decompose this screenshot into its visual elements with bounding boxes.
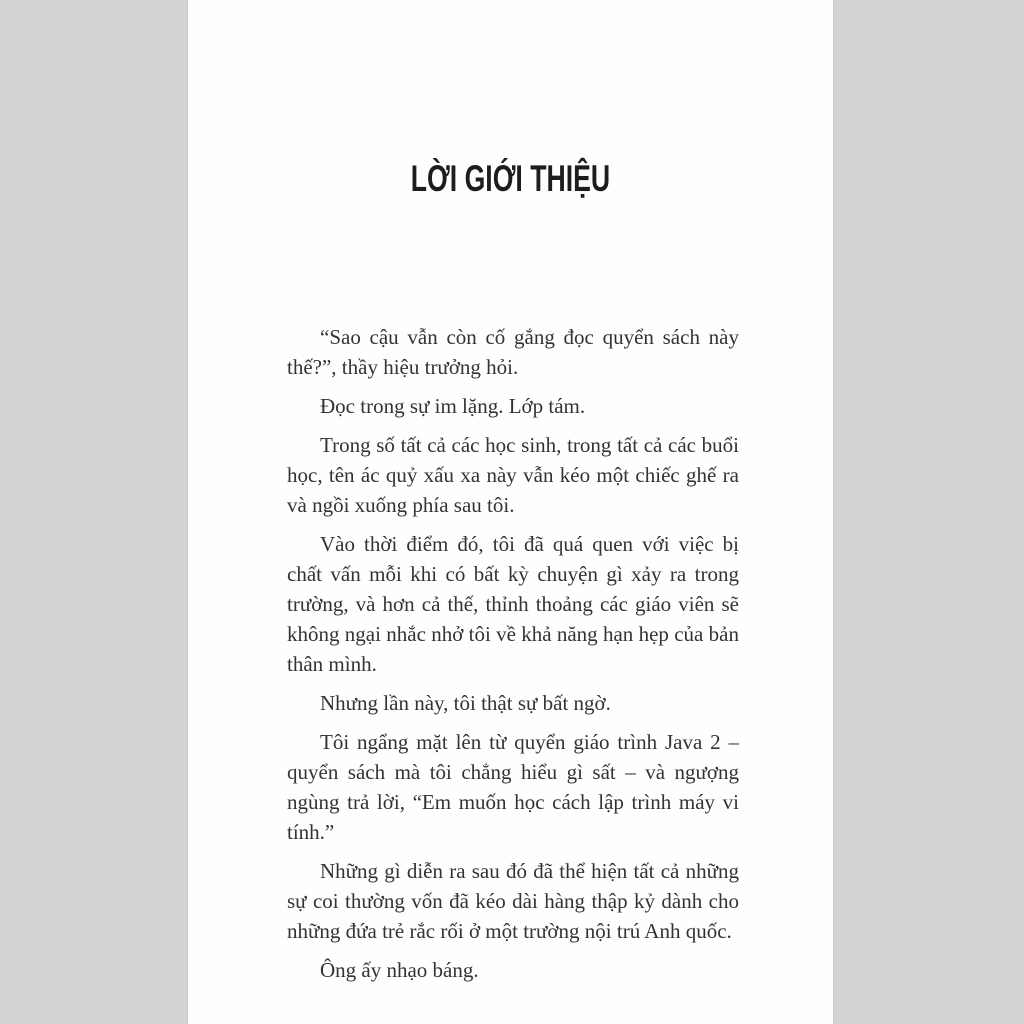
paragraph-2: Đọc trong sự im lặng. Lớp tám. (320, 394, 586, 418)
paragraph-8: Ông ấy nhạo báng. (320, 958, 479, 982)
paragraph-3: Trong số tất cả các học sinh, trong tất cả các buổi học, tên ác quỷ xấu xa này vẫn kéo một chiếc ghế ra và ngồi xuống phía sau tôi. (287, 433, 739, 517)
chapter-title-row (188, 158, 833, 204)
paragraph-4: Vào thời điểm đó, tôi đã quá quen với việc bị chất vấn mỗi khi có bất kỳ chuyện gì xảy ra trong trường, và hơn cả thế, thỉnh thoảng các giáo viên sẽ không ngại nhắc nhở tôi về khả năng hạn hẹp của bản thân mình. (287, 532, 739, 676)
paragraph-5: Nhưng lần này, tôi thật sự bất ngờ. (320, 691, 611, 715)
paragraph-6: Tôi ngẩng mặt lên từ quyển giáo trình Java 2 – quyển sách mà tôi chẳng hiểu gì sất – và ngượng ngùng trả lời, “Em muốn học cách lập trình máy vi tính.” (287, 730, 739, 844)
paragraph-1: “Sao cậu vẫn còn cố gắng đọc quyển sách này thế?”, thầy hiệu trưởng hỏi. (287, 325, 739, 379)
book-page (188, 0, 833, 1024)
paragraph-7: Những gì diễn ra sau đó đã thể hiện tất cả những sự coi thường vốn đã kéo dài hàng thập kỷ dành cho những đứa trẻ rắc rối ở một trường nội trú Anh quốc. (287, 859, 739, 943)
chapter-title: LỜI GIỚI THIỆU (410, 158, 611, 199)
body-text (287, 322, 739, 985)
